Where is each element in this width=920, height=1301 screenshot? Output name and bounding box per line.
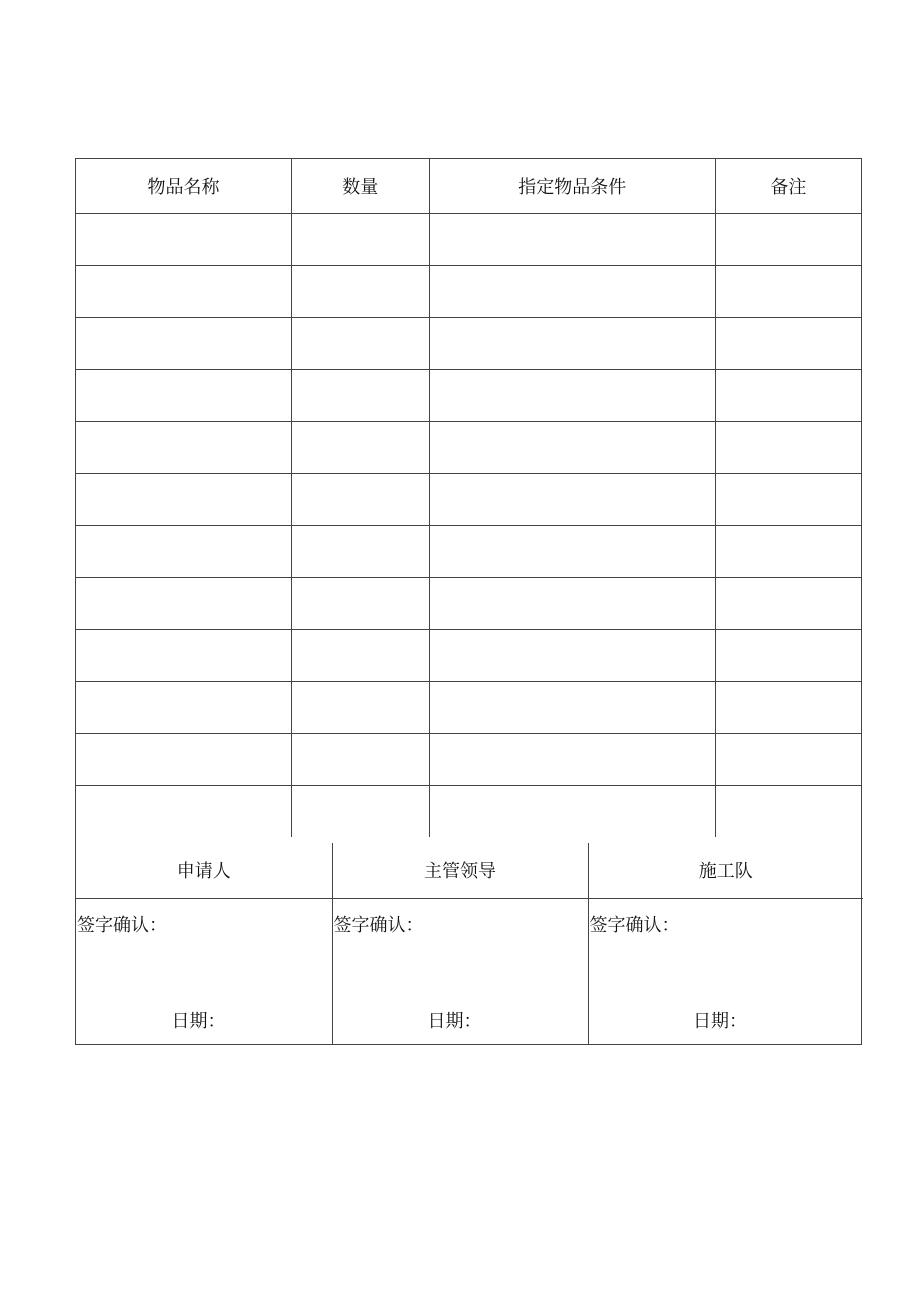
conditions-cell[interactable]: [429, 421, 715, 473]
remarks-cell[interactable]: [715, 369, 861, 421]
conditions-cell[interactable]: [429, 265, 715, 317]
conditions-cell[interactable]: [429, 213, 715, 265]
conditions-cell[interactable]: [429, 681, 715, 733]
date-label: 日期：: [427, 1011, 482, 1032]
team-signature-cell[interactable]: [588, 898, 863, 1045]
date-label: 日期：: [171, 1011, 226, 1032]
header-item-name: 物品名称: [76, 159, 291, 213]
quantity-cell[interactable]: [291, 785, 429, 837]
signature-confirm-label: 签字确认：: [589, 914, 680, 936]
conditions-cell[interactable]: [429, 369, 715, 421]
conditions-cell[interactable]: [429, 629, 715, 681]
remarks-cell[interactable]: [715, 577, 861, 629]
table-row: [76, 473, 861, 525]
conditions-cell[interactable]: [429, 317, 715, 369]
table-row: [76, 629, 861, 681]
remarks-cell[interactable]: [715, 265, 861, 317]
supervisor-signature-cell[interactable]: [332, 898, 588, 1045]
remarks-cell[interactable]: [715, 733, 861, 785]
items-body: [76, 213, 861, 837]
quantity-cell[interactable]: [291, 733, 429, 785]
conditions-cell[interactable]: [429, 733, 715, 785]
quantity-cell[interactable]: [291, 681, 429, 733]
table-row: [76, 577, 861, 629]
date-label: 日期：: [693, 1011, 747, 1032]
item-name-cell[interactable]: [76, 265, 291, 317]
remarks-cell[interactable]: [715, 629, 861, 681]
quantity-cell[interactable]: [291, 629, 429, 681]
table-row: [76, 525, 861, 577]
remarks-cell[interactable]: [715, 473, 861, 525]
applicant-signature-cell[interactable]: [76, 898, 332, 1045]
quantity-cell[interactable]: [291, 577, 429, 629]
item-name-cell[interactable]: [76, 785, 291, 837]
item-name-cell[interactable]: [76, 525, 291, 577]
header-applicant: 申请人: [76, 843, 332, 898]
table-row: [76, 421, 861, 473]
quantity-cell[interactable]: [291, 473, 429, 525]
table-row: [76, 785, 861, 837]
table-row: [76, 369, 861, 421]
signature-confirm-label: 签字确认：: [333, 914, 424, 936]
conditions-cell[interactable]: [429, 525, 715, 577]
header-supervisor: 主管领导: [332, 843, 588, 898]
quantity-cell[interactable]: [291, 213, 429, 265]
quantity-cell[interactable]: [291, 525, 429, 577]
signature-table: [76, 843, 863, 1045]
table-row: [76, 681, 861, 733]
remarks-cell[interactable]: [715, 213, 861, 265]
item-name-cell[interactable]: [76, 681, 291, 733]
conditions-cell[interactable]: [429, 577, 715, 629]
remarks-cell[interactable]: [715, 681, 861, 733]
remarks-cell[interactable]: [715, 785, 861, 837]
item-name-cell[interactable]: [76, 213, 291, 265]
quantity-cell[interactable]: [291, 265, 429, 317]
item-name-cell[interactable]: [76, 629, 291, 681]
signature-header-row: [76, 843, 863, 898]
table-row: [76, 265, 861, 317]
item-name-cell[interactable]: [76, 421, 291, 473]
item-name-cell[interactable]: [76, 369, 291, 421]
signature-row: [76, 898, 863, 1045]
table-row: [76, 733, 861, 785]
header-quantity: 数量: [291, 159, 429, 213]
items-table: [76, 159, 861, 837]
form-frame: [75, 158, 862, 1045]
remarks-cell[interactable]: [715, 317, 861, 369]
header-item-conditions: 指定物品条件: [429, 159, 715, 213]
item-name-cell[interactable]: [76, 577, 291, 629]
header-remarks: 备注: [715, 159, 861, 213]
item-name-cell[interactable]: [76, 733, 291, 785]
signature-confirm-label: 签字确认：: [77, 914, 167, 936]
conditions-cell[interactable]: [429, 473, 715, 525]
item-name-cell[interactable]: [76, 473, 291, 525]
header-construction-team: 施工队: [588, 843, 863, 898]
table-row: [76, 317, 861, 369]
remarks-cell[interactable]: [715, 525, 861, 577]
quantity-cell[interactable]: [291, 421, 429, 473]
quantity-cell[interactable]: [291, 369, 429, 421]
quantity-cell[interactable]: [291, 317, 429, 369]
remarks-cell[interactable]: [715, 421, 861, 473]
items-header-row: [76, 159, 861, 213]
conditions-cell[interactable]: [429, 785, 715, 837]
item-name-cell[interactable]: [76, 317, 291, 369]
table-row: [76, 213, 861, 265]
